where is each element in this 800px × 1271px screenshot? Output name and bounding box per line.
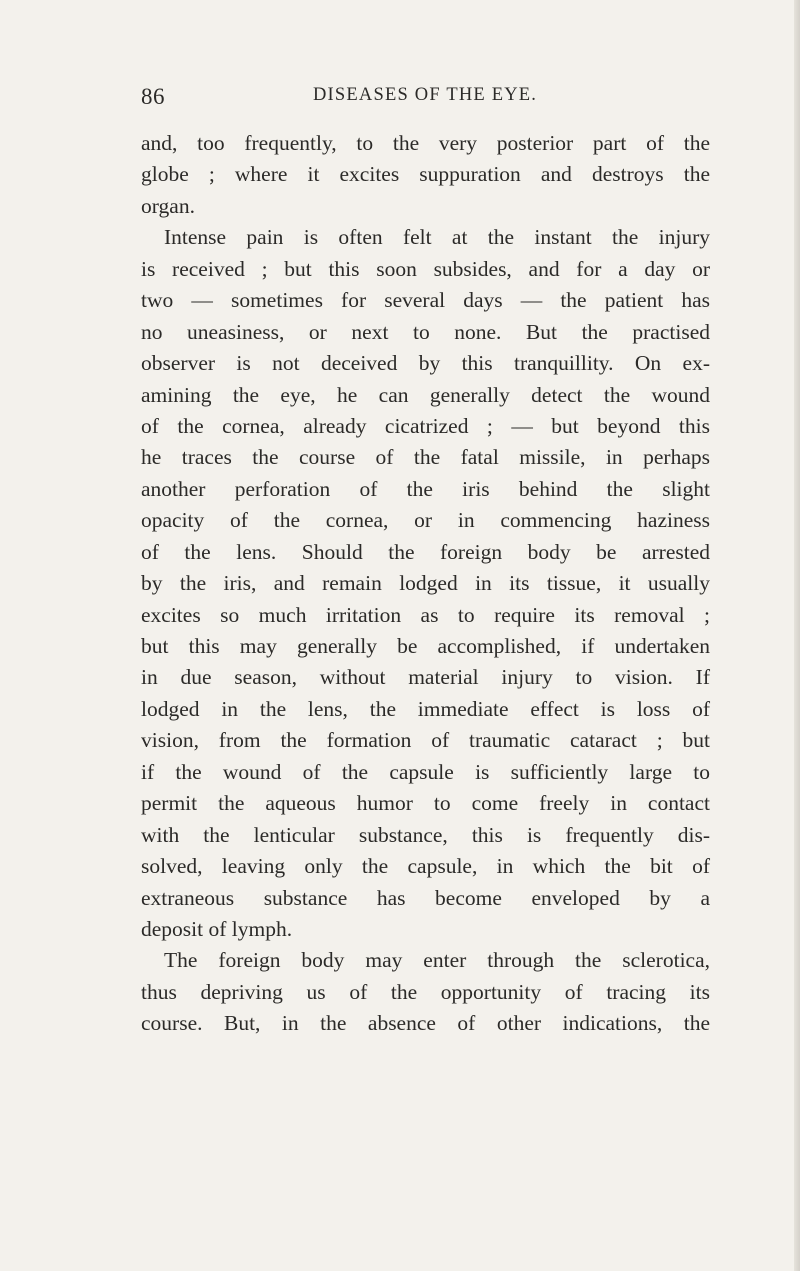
text-line: no uneasiness, or next to none. But the practised: [141, 319, 710, 344]
text-line: globe ; where it excites suppuration and destroys the: [141, 162, 710, 187]
paragraph-start-line: The foreign body may enter through the sclerotica,: [164, 948, 710, 973]
text-line: of the lens. Should the foreign body be arrested: [141, 539, 710, 564]
text-line: course. But, in the absence of other indications, the: [141, 1011, 710, 1036]
text-line: but this may generally be accomplished, if undertaken: [141, 634, 710, 658]
text-line: another perforation of the iris behind the slight: [141, 476, 710, 501]
text-line: two — sometimes for several days — the patient has: [141, 288, 710, 313]
paragraph-start-line: Intense pain is often felt at the instant the injury: [164, 225, 710, 250]
text-line: deposit of lymph.: [141, 916, 293, 941]
text-line: solved, leaving only the capsule, in which the bit of: [141, 854, 710, 879]
running-title: DISEASES OF THE EYE.: [313, 85, 538, 105]
text-line: observer is not deceived by this tranquillity. On ex-: [141, 351, 710, 376]
text-line: excites so much irritation as to require its removal ;: [141, 602, 710, 627]
text-line: by the iris, and remain lodged in its tissue, it usually: [141, 571, 710, 596]
text-line: extraneous substance has become enveloped by a: [141, 885, 710, 910]
text-line: thus depriving us of the opportunity of tracing its: [141, 979, 710, 1004]
page-header: [141, 84, 711, 112]
text-line: and, too frequently, to the very posterior part of the: [141, 131, 710, 155]
text-line: lodged in the lens, the immediate effect is loss of: [141, 696, 710, 721]
text-line: if the wound of the capsule is sufficiently large to: [141, 759, 710, 784]
text-line: is received ; but this soon subsides, and for a day or: [141, 256, 710, 281]
page-edge: [794, 0, 800, 1271]
text-line: with the lenticular substance, this is frequently dis-: [141, 822, 710, 847]
text-line: in due season, without material injury to vision. If: [141, 665, 710, 690]
text-line: he traces the course of the fatal missile, in perhaps: [141, 445, 710, 470]
text-line: opacity of the cornea, or in commencing haziness: [141, 508, 710, 533]
body-text: [141, 128, 710, 1040]
text-line: permit the aqueous humor to come freely in contact: [141, 791, 710, 816]
page-number: 86: [141, 84, 165, 109]
text-line: organ.: [141, 193, 195, 218]
text-line: vision, from the formation of traumatic cataract ; but: [141, 728, 710, 753]
text-line: amining the eye, he can generally detect the wound: [141, 382, 710, 407]
text-line: of the cornea, already cicatrized ; — but beyond this: [141, 413, 710, 438]
